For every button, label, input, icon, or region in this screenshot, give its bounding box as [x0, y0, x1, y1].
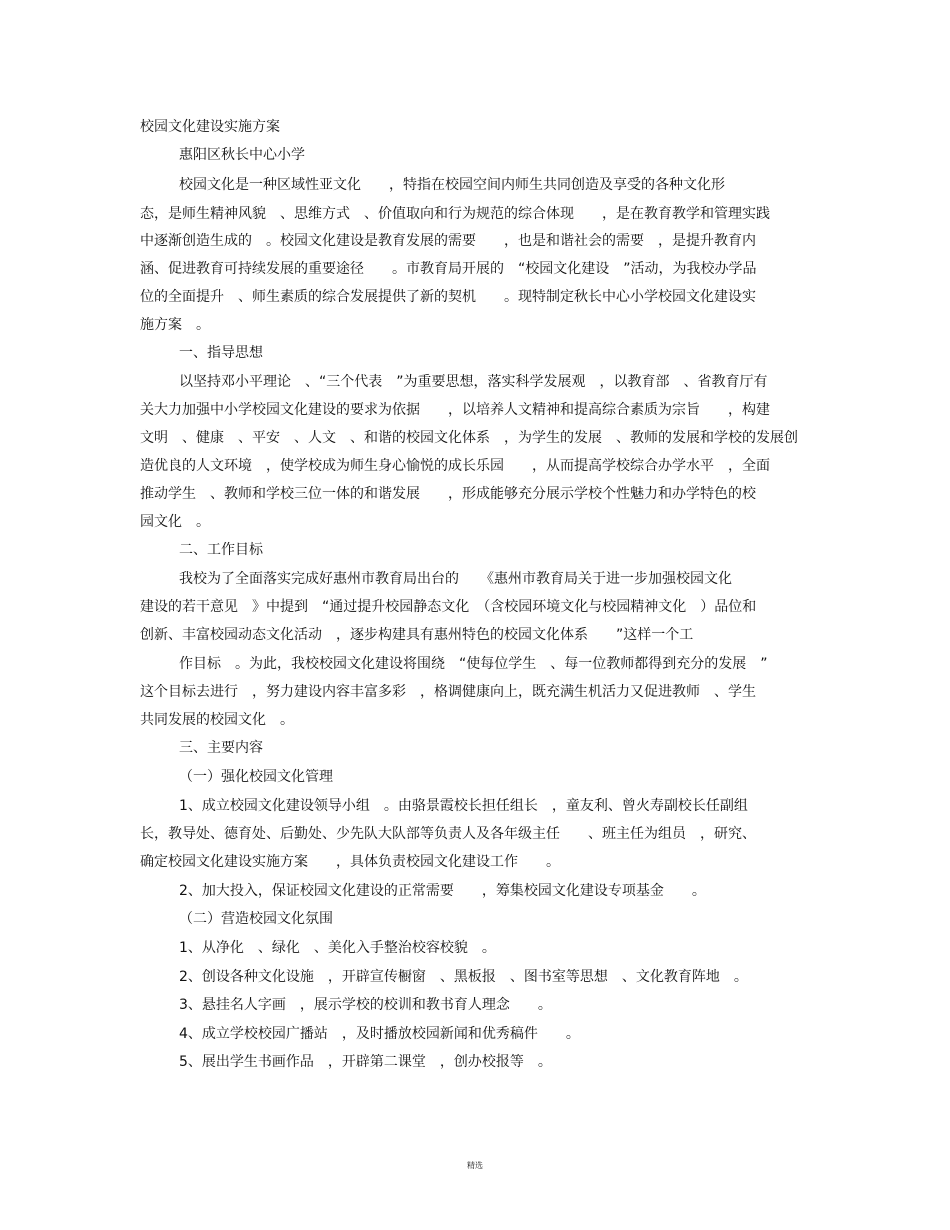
- section-heading: 一、指导思想: [179, 345, 263, 361]
- content-item-line: 4、成立学校校园广播站 ，及时播放校园新闻和优秀稿件 。: [179, 1026, 580, 1042]
- guiding-paragraph-line: 关大力加强中小学校园文化建设的要求为依据 ，以培养人文精神和提高综合素质为宗旨 ，构建: [140, 402, 770, 418]
- goal-paragraph-line: 共同发展的校园文化 。: [140, 712, 294, 728]
- content-item-line: 确定校园文化建设实施方案 ，具体负责校园文化建设工作 。: [140, 854, 560, 870]
- footer-mark: 精选: [467, 1161, 483, 1170]
- subsection-heading: （一）强化校园文化管理: [179, 769, 333, 785]
- goal-paragraph-line: 创新、丰富校园动态文化活动 ，逐步构建具有惠州特色的校园文化体系 ”这样一个工: [140, 627, 694, 643]
- goal-paragraph-line: 这个目标去进行 ，努力建设内容丰富多彩 ，格调健康向上，既充满生机活力又促进教师 、学生: [140, 684, 756, 700]
- content-item-line: 5、展出学生书画作品 ，开辟第二课堂 ，创办校报等 。: [179, 1054, 552, 1070]
- guiding-paragraph-line: 园文化 。: [140, 514, 210, 530]
- intro-paragraph-line: 校园文化是一种区域性亚文化 ，特指在校园空间内师生共同创造及享受的各种文化形: [179, 177, 725, 193]
- content-item-line: 长，教导处、德育处、后勤处、少先队大队部等负责人及各年级主任 、班主任为组员 ，研究、: [140, 826, 756, 842]
- document-title: 校园文化建设实施方案: [140, 119, 280, 135]
- content-item-line: 1、成立校园文化建设领导小组 。由骆景霞校长担任组长 ，童友利、曾火寿副校长任副组: [179, 798, 748, 814]
- intro-paragraph-line: 态，是师生精神风貌 、思维方式 、价值取向和行为规范的综合体现 ，是在教育教学和管理实践: [140, 206, 770, 222]
- content-item-line: 1、从净化 、绿化 、美化入手整治校容校貌 。: [179, 940, 496, 956]
- content-item-line: 3、悬挂名人字画 ，展示学校的校训和教书育人理念 。: [179, 997, 552, 1013]
- guiding-paragraph-line: 文明 、健康 、平安 、人文 、和谐的校园文化体系 ，为学生的发展 、教师的发展和学校的发展创: [140, 430, 798, 446]
- section-heading: 三、主要内容: [179, 740, 263, 756]
- guiding-paragraph-line: 造优良的人文环境 ，使学校成为师生身心愉悦的成长乐园 ，从而提高学校综合办学水平 ，全面: [140, 458, 770, 474]
- section-heading: 二、工作目标: [179, 542, 263, 558]
- goal-paragraph-line: 作目标 。为此，我校校园文化建设将围绕 “使每位学生 、每一位教师都得到充分的发展 ”: [179, 656, 768, 672]
- goal-paragraph-line: 建设的若干意见 》中提到 “通过提升校园静态文化 （含校园环境文化与校园精神文化 ）品位和: [140, 599, 757, 615]
- intro-paragraph-line: 中逐渐创造生成的 。校园文化建设是教育发展的需要 ，也是和谐社会的需要 ，是提升教育内: [140, 233, 756, 249]
- subsection-heading: （二）营造校园文化氛围: [179, 911, 333, 927]
- goal-paragraph-line: 我校为了全面落实完成好惠州市教育局出台的 《惠州市教育局关于进一步加强校园文化: [179, 571, 732, 587]
- content-item-line: 2、加大投入，保证校园文化建设的正常需要 ，筹集校园文化建设专项基金 。: [179, 883, 706, 899]
- intro-paragraph-line: 位的全面提升 、师生素质的综合发展提供了新的契机 。现特制定秋长中心小学校园文化建设实: [140, 289, 756, 305]
- content-item-line: 2、创设各种文化设施 ，开辟宣传橱窗 、黑板报 、图书室等思想 、文化教育阵地 。: [179, 969, 748, 985]
- intro-paragraph-line: 涵、促进教育可持续发展的重要途径 。市教育局开展的 “校园文化建设 ”活动，为我校办学品: [140, 261, 757, 277]
- guiding-paragraph-line: 以坚持邓小平理论 、“三个代表 ”为重要思想，落实科学发展观 ，以教育部 、省教育厅有: [179, 374, 768, 390]
- intro-paragraph-line: 施方案 。: [140, 317, 210, 333]
- school-name: 惠阳区秋长中心小学: [179, 147, 305, 163]
- guiding-paragraph-line: 推动学生 、教师和学校三位一体的和谐发展 ，形成能够充分展示学校个性魅力和办学特色的校: [140, 486, 756, 502]
